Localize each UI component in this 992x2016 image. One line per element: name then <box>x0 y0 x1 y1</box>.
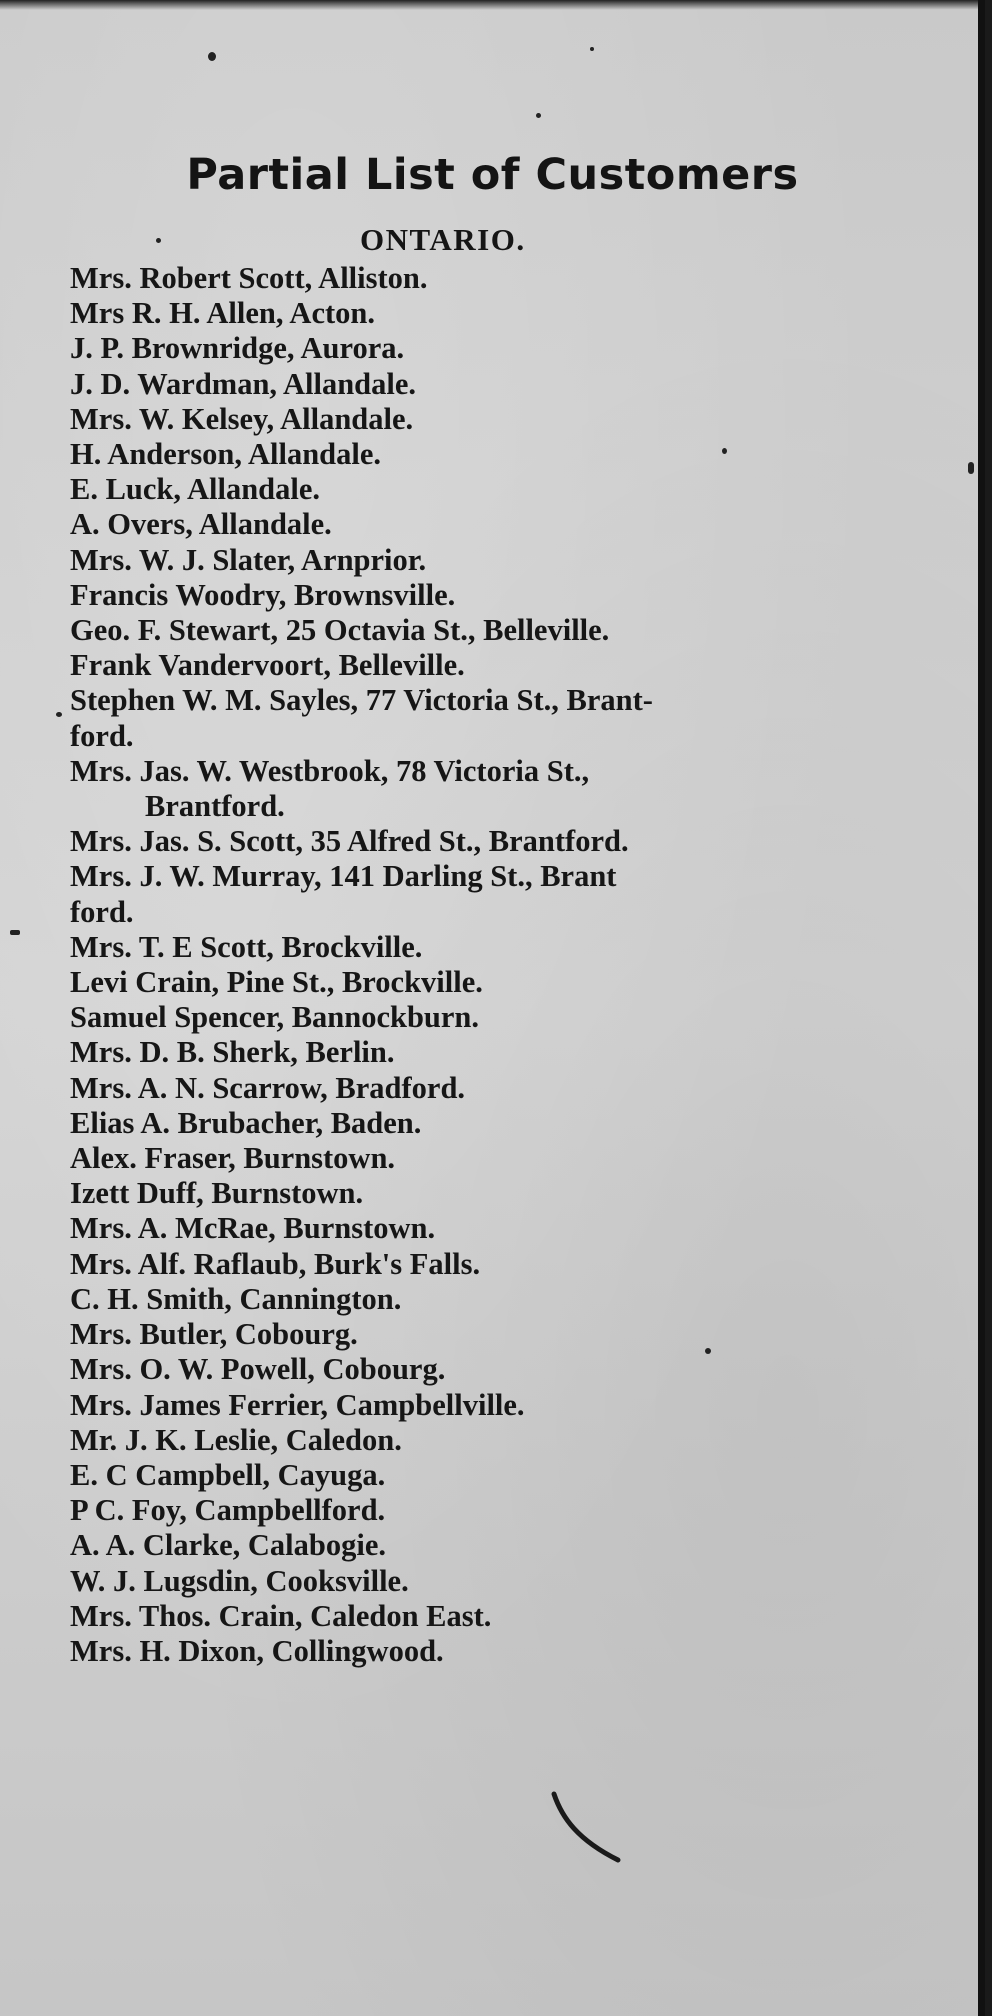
customer-entry-line: Mrs. J. W. Murray, 141 Darling St., Brant <box>70 859 617 894</box>
customer-entry: Mrs. A. N. Scarrow, Bradford. <box>70 1070 466 1105</box>
customer-entry: E. C Campbell, Cayuga. <box>70 1457 386 1492</box>
customer-entry: Mrs. W. J. Slater, Arnprior. <box>70 542 427 577</box>
dust-speck <box>156 238 161 243</box>
customer-entry: Mrs. Alf. Raflaub, Burk's Falls. <box>70 1246 481 1281</box>
customer-entry: Frank Vandervoort, Belleville. <box>70 648 465 683</box>
customer-entry: Mrs. T. E Scott, Brockville. <box>70 929 423 964</box>
customer-entry-continuation: ford. <box>70 718 134 753</box>
customer-entry: J. D. Wardman, Allandale. <box>70 366 417 401</box>
dust-speck <box>208 52 216 61</box>
customer-entry: Mrs. D. B. Sherk, Berlin. <box>70 1035 395 1070</box>
customer-entry: P C. Foy, Campbellford. <box>70 1493 386 1528</box>
customer-entry: Mrs. A. McRae, Burnstown. <box>70 1211 436 1246</box>
customer-entry <box>70 859 910 929</box>
customer-entry-continuation: ford. <box>70 894 134 929</box>
customer-entry-line: Stephen W. M. Sayles, 77 Victoria St., Brant- <box>70 683 653 718</box>
customer-entry: Mrs. O. W. Powell, Cobourg. <box>70 1352 446 1387</box>
customer-entry: Izett Duff, Burnstown. <box>70 1176 364 1211</box>
customer-entry-line: Mrs. Jas. W. Westbrook, 78 Victoria St., <box>70 753 590 788</box>
dust-speck <box>10 930 20 935</box>
customer-entry: Mrs. W. Kelsey, Allandale. <box>70 401 414 436</box>
section-heading: ONTARIO. <box>360 222 526 257</box>
customer-entry: Mrs. Robert Scott, Alliston. <box>70 261 428 295</box>
customer-entry: Mrs. Butler, Cobourg. <box>70 1317 358 1352</box>
customer-entry: Francis Woodry, Brownsville. <box>70 577 456 612</box>
dust-speck <box>536 113 541 118</box>
customer-entry: Elias A. Brubacher, Baden. <box>70 1105 422 1140</box>
customer-entry: Mrs R. H. Allen, Acton. <box>70 296 375 331</box>
customer-entry: Mrs. James Ferrier, Campbellville. <box>70 1387 525 1422</box>
customer-entry: Mr. J. K. Leslie, Caledon. <box>70 1422 402 1457</box>
customer-entry: Alex. Fraser, Burnstown. <box>70 1141 396 1176</box>
customer-entry: A. A. Clarke, Calabogie. <box>70 1528 387 1563</box>
dust-speck <box>590 47 594 51</box>
customer-entry: Samuel Spencer, Bannockburn. <box>70 1000 480 1035</box>
dust-speck <box>968 462 974 474</box>
customer-entry: C. H. Smith, Cannington. <box>70 1281 402 1316</box>
customer-entry-continuation: Brantford. <box>145 789 285 824</box>
ink-stroke-mark <box>548 1790 628 1870</box>
customer-entry: Mrs. H. Dixon, Collingwood. <box>70 1633 444 1668</box>
customer-entry: H. Anderson, Allandale. <box>70 437 382 472</box>
page-title: Partial List of Customers <box>186 150 799 200</box>
customer-entry: E. Luck, Allandale. <box>70 472 321 507</box>
customer-entry: J. P. Brownridge, Aurora. <box>70 331 405 366</box>
customer-entry: A. Overs, Allandale. <box>70 507 332 542</box>
customer-entry: Mrs. Thos. Crain, Caledon East. <box>70 1598 492 1633</box>
customer-list <box>70 261 910 1669</box>
customer-entry: Levi Crain, Pine St., Brockville. <box>70 965 483 1000</box>
dust-speck <box>56 712 62 717</box>
customer-entry: Mrs. Jas. S. Scott, 35 Alfred St., Brantford. <box>70 824 629 859</box>
scan-top-shadow <box>0 0 985 10</box>
customer-entry <box>70 683 910 753</box>
customer-entry: Geo. F. Stewart, 25 Octavia St., Belleville. <box>70 613 610 648</box>
customer-entry <box>70 754 910 824</box>
customer-entry: W. J. Lugsdin, Cooksville. <box>70 1563 409 1598</box>
scan-right-edge <box>978 0 985 2016</box>
